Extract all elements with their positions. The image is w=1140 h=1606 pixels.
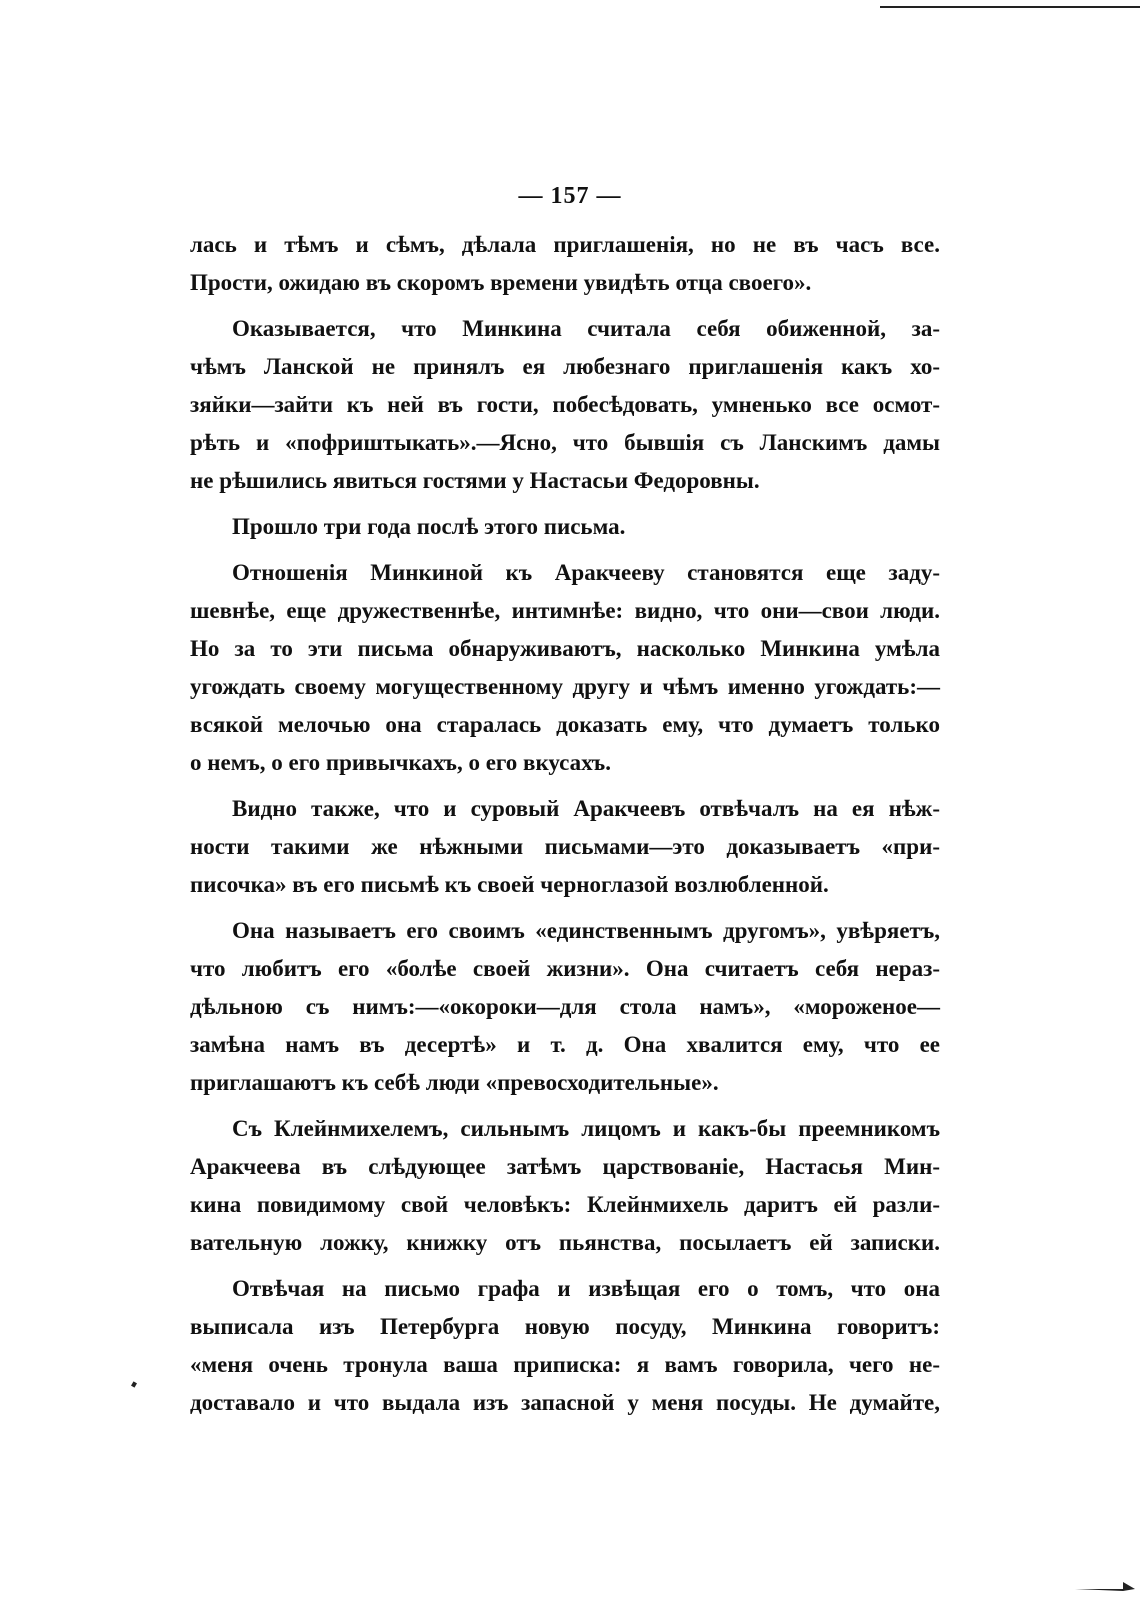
text-line: кина повидимому свой человѣкъ: Клейнмихель даритъ ей разли-	[190, 1192, 940, 1217]
text-line: шевнѣе, еще дружественнѣе, интимнѣе: видно, что они—свои люди.	[190, 598, 940, 623]
scan-speck	[131, 1381, 137, 1387]
text-line: чѣмъ Ланской не принялъ ея любезнаго приглашенія какъ хо-	[190, 354, 940, 379]
paragraph	[190, 310, 940, 500]
text-line: приглашаютъ къ себѣ люди «превосходительные».	[190, 1070, 719, 1095]
text-line: не рѣшились явиться гостями у Настасьи Федоровны.	[190, 468, 760, 493]
text-line: Но за то эти письма обнаруживаютъ, насколько Минкина умѣла	[190, 636, 940, 661]
text-line: ности такими же нѣжными письмами—это доказываетъ «при-	[190, 834, 940, 859]
paragraph	[190, 554, 940, 782]
text-line: что любитъ его «болѣе своей жизни». Она считаетъ себя нераз-	[190, 956, 940, 981]
text-line: угождать своему могущественному другу и чѣмъ именно угождать:—	[190, 674, 940, 699]
text-line: выписала изъ Петербурга новую посуду, Минкина говоритъ:	[190, 1314, 940, 1339]
corner-scan-mark	[1075, 1578, 1135, 1592]
text-line: Съ Клейнмихелемъ, сильнымъ лицомъ и какъ-бы преемникомъ	[232, 1116, 940, 1141]
paragraph	[190, 1270, 940, 1422]
text-line: зяйки—зайти къ ней въ гости, побесѣдовать, умненько все осмот-	[190, 392, 940, 417]
text-line: Отвѣчая на письмо графа и извѣщая его о томъ, что она	[232, 1276, 940, 1301]
paragraph	[190, 508, 940, 546]
paragraph	[190, 1110, 940, 1262]
text-line: доставало и что выдала изъ запасной у меня посуды. Не думайте,	[190, 1390, 940, 1415]
text-line: о немъ, о его привычкахъ, о его вкусахъ.	[190, 750, 611, 775]
text-line: лась и тѣмъ и сѣмъ, дѣлала приглашенія, но не въ часъ все.	[190, 232, 940, 257]
text-line: Аракчеева въ слѣдующее затѣмъ царствованіе, Настасья Мин-	[190, 1154, 940, 1179]
paragraph	[190, 912, 940, 1102]
text-line: дѣльною съ нимъ:—«окороки—для стола намъ», «мороженое—	[190, 994, 940, 1019]
text-line: всякой мелочью она старалась доказать ему, что думаетъ только	[190, 712, 940, 737]
paragraph	[190, 226, 940, 302]
text-line: Оказывается, что Минкина считала себя обиженной, за-	[232, 316, 940, 341]
page-number: — 157 —	[518, 183, 622, 209]
text-line: Она называетъ его своимъ «единственнымъ другомъ», увѣряетъ,	[232, 918, 940, 943]
text-line: Отношенія Минкиной къ Аракчееву становятся еще заду-	[232, 560, 940, 585]
text-line: вательную ложку, книжку отъ пьянства, посылаетъ ей записки.	[190, 1230, 940, 1255]
text-line: писочка» въ его письмѣ къ своей черноглазой возлюбленной.	[190, 872, 829, 897]
body-text	[190, 226, 940, 1422]
text-line: Видно также, что и суровый Аракчеевъ отвѣчалъ на ея нѣж-	[232, 796, 940, 821]
text-line: рѣть и «пофриштыкать».—Ясно, что бывшія съ Ланскимъ дамы	[190, 430, 940, 455]
text-line: Прости, ожидаю въ скоромъ времени увидѣть отца своего».	[190, 270, 812, 295]
text-line: замѣна намъ въ десертѣ» и т. д. Она хвалится ему, что ее	[190, 1032, 940, 1057]
top-edge-rule	[880, 6, 1140, 8]
paragraph	[190, 790, 940, 904]
text-line: Прошло три года послѣ этого письма.	[232, 514, 626, 539]
text-line: «меня очень тронула ваша приписка: я вамъ говорила, чего не-	[190, 1352, 940, 1377]
